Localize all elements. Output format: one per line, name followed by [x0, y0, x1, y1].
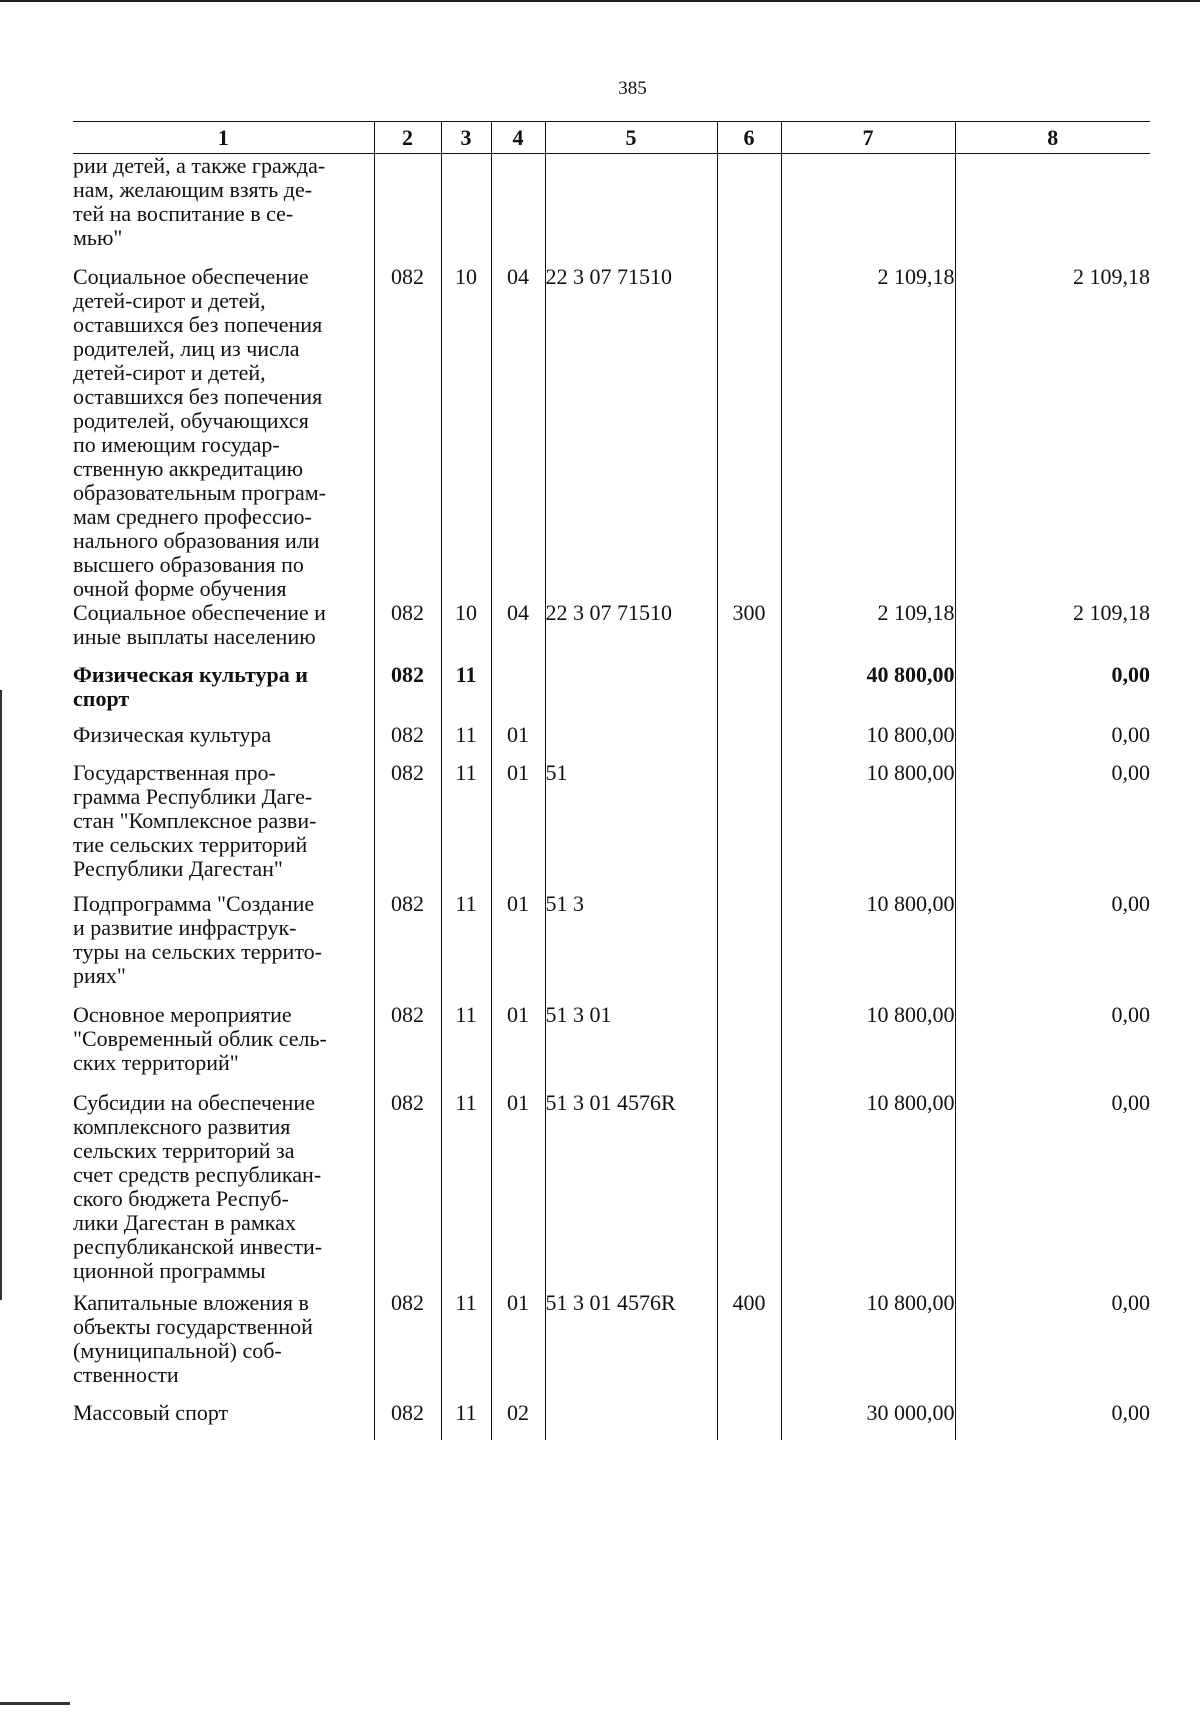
amount-col-7: 10 800,00: [781, 1091, 955, 1291]
amount-col-8: 0,00: [955, 723, 1150, 761]
code-target-item: 51 3: [545, 892, 717, 1003]
code-expense-type: [717, 1401, 781, 1440]
scan-left-edge-mark: [0, 690, 2, 1300]
table-body: [73, 154, 1150, 1440]
row-description: Капитальные вложения в объекты государственной (муниципальной) соб- ственности: [73, 1289, 313, 1387]
code-section: 082: [374, 663, 441, 723]
table-row: [73, 154, 1150, 265]
code-section: 082: [374, 1003, 441, 1091]
code-division: 11: [441, 761, 491, 892]
code-section: 082: [374, 601, 441, 663]
table-row: [73, 1401, 1150, 1440]
row-description: Физическая культура и спорт: [73, 661, 308, 711]
code-expense-type: [717, 723, 781, 761]
code-subdivision: 01: [491, 723, 545, 761]
code-expense-type: [717, 265, 781, 601]
code-division: 11: [441, 663, 491, 723]
code-section: 082: [374, 723, 441, 761]
table-row: [73, 1003, 1150, 1091]
amount-col-8: 0,00: [955, 892, 1150, 1003]
code-section: 082: [374, 1091, 441, 1291]
table-row: [73, 663, 1150, 723]
header-row: [73, 122, 1150, 154]
code-target-item: 51: [545, 761, 717, 892]
code-expense-type: [717, 1003, 781, 1091]
code-subdivision: 01: [491, 1291, 545, 1401]
amount-col-8: 0,00: [955, 1091, 1150, 1291]
code-subdivision: 02: [491, 1401, 545, 1440]
code-section: 082: [374, 761, 441, 892]
code-target-item: 51 3 01 4576R: [545, 1291, 717, 1401]
table-row: [73, 761, 1150, 892]
code-expense-type: [717, 761, 781, 892]
code-division: 11: [441, 892, 491, 1003]
row-description: Подпрограмма "Создание и развитие инфраструк- туры на сельских террито- риях": [73, 890, 322, 988]
budget-table: [73, 121, 1150, 1440]
code-section: 082: [374, 1401, 441, 1440]
amount-col-7: 10 800,00: [781, 761, 955, 892]
code-target-item: 51 3 01: [545, 1003, 717, 1091]
code-expense-type: [717, 1091, 781, 1291]
amount-col-7: 30 000,00: [781, 1401, 955, 1440]
amount-col-8: 0,00: [955, 663, 1150, 723]
page-number: 385: [618, 78, 647, 99]
code-expense-type: [717, 892, 781, 1003]
code-division: 11: [441, 1003, 491, 1091]
table-row: [73, 601, 1150, 663]
code-division: [441, 154, 491, 265]
header-col-4: 4: [491, 122, 545, 154]
code-subdivision: [491, 663, 545, 723]
code-target-item: [545, 663, 717, 723]
code-target-item: [545, 723, 717, 761]
row-description: Субсидии на обеспечение комплексного развития сельских территорий за счет средств республикан- ского бюджета Респуб- лики Дагестан в рамках республиканской инвести- ционной программы: [73, 1089, 323, 1283]
row-description: Физическая культура: [73, 721, 272, 747]
amount-col-7: 10 800,00: [781, 892, 955, 1003]
code-expense-type: 400: [717, 1291, 781, 1401]
code-subdivision: 04: [491, 601, 545, 663]
header-col-1: 1: [73, 122, 374, 154]
amount-col-7: 40 800,00: [781, 663, 955, 723]
code-target-item: [545, 154, 717, 265]
header-col-6: 6: [717, 122, 781, 154]
amount-col-7: 2 109,18: [781, 265, 955, 601]
code-division: 10: [441, 601, 491, 663]
amount-col-8: 2 109,18: [955, 601, 1150, 663]
amount-col-7: 2 109,18: [781, 601, 955, 663]
code-target-item: 51 3 01 4576R: [545, 1091, 717, 1291]
code-section: 082: [374, 892, 441, 1003]
code-subdivision: [491, 154, 545, 265]
row-description: Массовый спорт: [73, 1399, 229, 1425]
amount-col-8: 0,00: [955, 761, 1150, 892]
code-subdivision: 01: [491, 1091, 545, 1291]
scan-top-edge: [0, 0, 1200, 2]
code-expense-type: [717, 154, 781, 265]
header-col-3: 3: [441, 122, 491, 154]
amount-col-8: 0,00: [955, 1003, 1150, 1091]
header-col-8: 8: [955, 122, 1150, 154]
code-expense-type: [717, 663, 781, 723]
code-division: 11: [441, 1091, 491, 1291]
header-col-5: 5: [545, 122, 717, 154]
row-description: Социальное обеспечение и иные выплаты населению: [73, 599, 326, 649]
code-division: 11: [441, 1291, 491, 1401]
code-subdivision: 01: [491, 892, 545, 1003]
amount-col-7: 10 800,00: [781, 1003, 955, 1091]
header-col-7: 7: [781, 122, 955, 154]
amount-col-7: 10 800,00: [781, 1291, 955, 1401]
row-description: Социальное обеспечение детей-сирот и детей, оставшихся без попечения родителей, лиц из числа детей-сирот и детей, оставшихся без попечения родителей, обучающихся по имеющим государ- ственную аккредитацию образовательным програм- мам среднего профессио- нального образования или высшего образования по очной форме обучения: [73, 263, 326, 601]
amount-col-8: [955, 154, 1150, 265]
code-subdivision: 01: [491, 1003, 545, 1091]
amount-col-7: [781, 154, 955, 265]
code-section: [374, 154, 441, 265]
table-row: [73, 1291, 1150, 1401]
code-expense-type: 300: [717, 601, 781, 663]
header-col-2: 2: [374, 122, 441, 154]
code-division: 10: [441, 265, 491, 601]
code-target-item: 22 3 07 71510: [545, 265, 717, 601]
amount-col-8: 2 109,18: [955, 265, 1150, 601]
row-description: рии детей, а также гражда- нам, желающим взять де- тей на воспитание в се- мью": [73, 153, 326, 250]
table-row: [73, 892, 1150, 1003]
amount-col-8: 0,00: [955, 1401, 1150, 1440]
row-description: Государственная про- грамма Республики Даге- стан "Комплексное разви- тие сельских территорий Республики Дагестан": [73, 759, 317, 881]
code-subdivision: 01: [491, 761, 545, 892]
code-target-item: [545, 1401, 717, 1440]
code-section: 082: [374, 265, 441, 601]
scan-bottom-edge-mark: [0, 1702, 70, 1705]
row-description: Основное мероприятие "Современный облик сель- ских территорий": [73, 1001, 327, 1075]
table-row: [73, 1091, 1150, 1291]
amount-col-7: 10 800,00: [781, 723, 955, 761]
code-subdivision: 04: [491, 265, 545, 601]
code-target-item: 22 3 07 71510: [545, 601, 717, 663]
amount-col-8: 0,00: [955, 1291, 1150, 1401]
code-section: 082: [374, 1291, 441, 1401]
code-division: 11: [441, 1401, 491, 1440]
table-row: [73, 265, 1150, 601]
table-row: [73, 723, 1150, 761]
code-division: 11: [441, 723, 491, 761]
